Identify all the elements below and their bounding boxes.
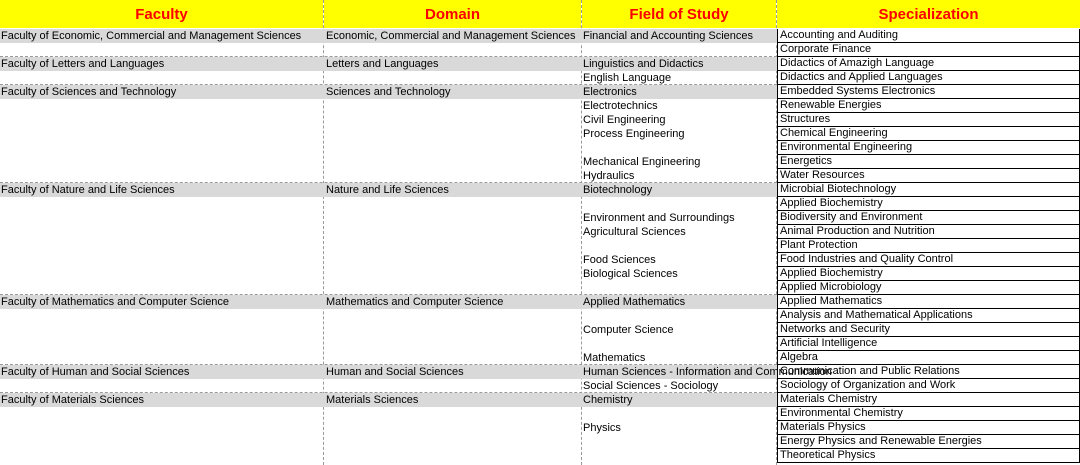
field-of-study[interactable]: Human Sciences - Information and Communication [583,366,832,378]
field-of-study[interactable]: Civil Engineering [583,114,666,126]
specialization[interactable]: Materials Physics [777,421,1080,435]
field-of-study[interactable]: Chemistry [583,394,633,406]
faculty-name[interactable]: Faculty of Materials Sciences [1,394,145,406]
specialization[interactable]: Environmental Engineering [777,141,1080,155]
specialization[interactable]: Applied Mathematics [777,295,1080,309]
field-of-study[interactable]: Agricultural Sciences [583,226,686,238]
field-of-study[interactable]: Electrotechnics [583,100,658,112]
specialization[interactable]: Communication and Public Relations [777,365,1080,379]
domain-name[interactable]: Materials Sciences [326,394,419,406]
field-of-study[interactable]: Mathematics [583,352,646,364]
field-of-study[interactable]: Hydraulics [583,170,635,182]
field-of-study[interactable]: Biological Sciences [583,268,678,280]
specialization[interactable]: Didactics and Applied Languages [777,71,1080,85]
field-of-study[interactable]: Social Sciences - Sociology [583,380,719,392]
specialization[interactable]: Structures [777,113,1080,127]
faculty-name[interactable]: Faculty of Economic, Commercial and Management Sciences [1,30,302,42]
specialization[interactable]: Renewable Energies [777,99,1080,113]
specialization[interactable]: Environmental Chemistry [777,407,1080,421]
domain-name[interactable]: Economic, Commercial and Management Sciences [326,30,576,42]
specialization[interactable]: Embedded Systems Electronics [777,85,1080,99]
specialization[interactable]: Materials Chemistry [777,393,1080,407]
faculty-name[interactable]: Faculty of Human and Social Sciences [1,366,190,378]
field-of-study[interactable]: Biotechnology [583,184,653,196]
specialization[interactable]: Sociology of Organization and Work [777,379,1080,393]
specialization[interactable]: Accounting and Auditing [777,29,1080,43]
field-of-study[interactable]: Computer Science [583,324,674,336]
specialization[interactable]: Energy Physics and Renewable Energies [777,435,1080,449]
faculty-name[interactable]: Faculty of Mathematics and Computer Science [1,296,230,308]
specialization[interactable]: Chemical Engineering [777,127,1080,141]
specialization[interactable]: Applied Biochemistry [777,197,1080,211]
header-field-of-study[interactable]: Field of Study [582,0,776,28]
specialization[interactable]: Theoretical Physics [777,449,1080,463]
field-of-study[interactable]: Environment and Surroundings [583,212,735,224]
field-of-study[interactable]: Financial and Accounting Sciences [583,30,753,42]
header-domain[interactable]: Domain [324,0,581,28]
domain-name[interactable]: Letters and Languages [326,58,439,70]
domain-name[interactable]: Nature and Life Sciences [326,184,449,196]
header-faculty[interactable]: Faculty [0,0,323,28]
field-of-study[interactable]: Mechanical Engineering [583,156,701,168]
specialization[interactable]: Networks and Security [777,323,1080,337]
field-of-study[interactable]: English Language [583,72,672,84]
field-of-study[interactable]: Physics [583,422,621,434]
specialization[interactable]: Microbial Biotechnology [777,183,1080,197]
specialization[interactable]: Food Industries and Quality Control [777,253,1080,267]
specialization[interactable]: Biodiversity and Environment [777,211,1080,225]
specialization[interactable]: Artificial Intelligence [777,337,1080,351]
field-of-study[interactable]: Linguistics and Didactics [583,58,704,70]
header-specialization[interactable]: Specialization [777,0,1080,28]
field-of-study[interactable]: Applied Mathematics [583,296,686,308]
field-of-study[interactable]: Electronics [583,86,637,98]
faculty-name[interactable]: Faculty of Nature and Life Sciences [1,184,175,196]
specialization[interactable]: Plant Protection [777,239,1080,253]
field-of-study[interactable]: Process Engineering [583,128,685,140]
specialization[interactable]: Analysis and Mathematical Applications [777,309,1080,323]
specialization[interactable]: Water Resources [777,169,1080,183]
specialization[interactable]: Applied Biochemistry [777,267,1080,281]
field-of-study[interactable]: Food Sciences [583,254,656,266]
faculty-name[interactable]: Faculty of Sciences and Technology [1,86,177,98]
faculty-name[interactable]: Faculty of Letters and Languages [1,58,165,70]
specialization[interactable]: Didactics of Amazigh Language [777,57,1080,71]
specialization[interactable]: Applied Microbiology [777,281,1080,295]
domain-name[interactable]: Mathematics and Computer Science [326,296,504,308]
domain-name[interactable]: Human and Social Sciences [326,366,464,378]
specialization[interactable]: Algebra [777,351,1080,365]
specialization[interactable]: Energetics [777,155,1080,169]
domain-name[interactable]: Sciences and Technology [326,86,451,98]
specialization[interactable]: Corporate Finance [777,43,1080,57]
specialization[interactable]: Animal Production and Nutrition [777,225,1080,239]
